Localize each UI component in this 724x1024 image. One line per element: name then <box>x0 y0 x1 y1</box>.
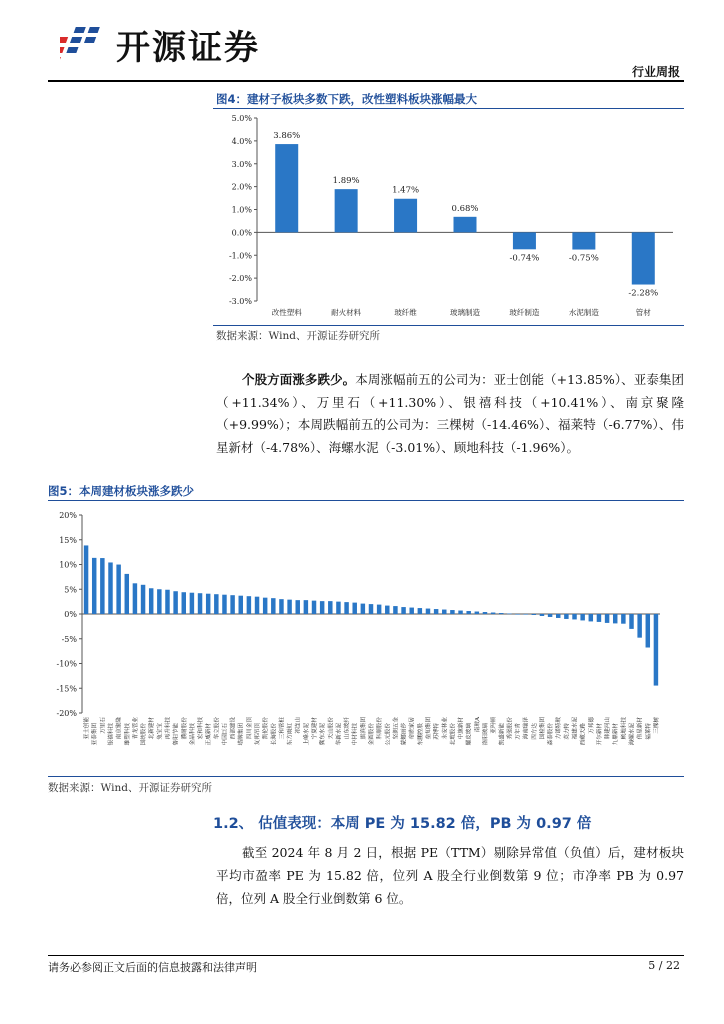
bar <box>513 232 536 249</box>
category-label: 华新水泥 <box>336 723 343 746</box>
category-label: 永安林业 <box>442 717 449 740</box>
category-label: 中材科技 <box>352 723 359 746</box>
figure4-bottom-rule <box>213 325 684 326</box>
category-label: 上峰水泥 <box>303 723 310 746</box>
y-tick-label: -5% <box>61 634 77 644</box>
category-label: 雄塑科技 <box>124 723 131 746</box>
bar <box>556 614 560 618</box>
bar <box>418 608 422 614</box>
y-tick-label: -2.0% <box>228 274 252 284</box>
y-tick-label: 3.0% <box>231 159 252 169</box>
category-label: 宏和科技 <box>198 717 205 740</box>
bar <box>385 606 389 614</box>
category-label: 友邦吊顶 <box>255 723 262 746</box>
bar <box>198 593 202 614</box>
category-label: 南玻A <box>474 717 481 733</box>
category-label: 海南瑞泽 <box>523 717 530 740</box>
bar <box>458 611 462 614</box>
category-label: 金圆股份 <box>369 723 375 746</box>
disclaimer: 请务必参阅正文后面的信息披露和法律声明 <box>48 961 257 974</box>
bar <box>275 144 298 232</box>
figure5-bottom-rule <box>48 776 684 777</box>
category-label: 苏博特 <box>434 723 441 740</box>
category-label: 玻纤维 <box>394 308 417 317</box>
bar <box>239 596 243 614</box>
bar <box>564 614 568 619</box>
y-tick-label: 15% <box>59 535 77 545</box>
y-tick-label: 4.0% <box>231 136 252 146</box>
bar <box>515 614 519 615</box>
category-label: 国检集团 <box>539 717 546 740</box>
figure5-top-rule <box>48 500 684 501</box>
category-label: 九鼎新材 <box>613 723 620 746</box>
bar <box>190 593 194 614</box>
bar <box>230 595 234 614</box>
category-label: 西藏天路 <box>580 723 587 746</box>
bar <box>255 597 259 614</box>
bar <box>637 614 641 638</box>
category-label: 万里石 <box>100 717 107 734</box>
bar <box>523 614 527 615</box>
paragraph-lead: 个股方面涨多跌少。 <box>242 372 356 387</box>
bar <box>116 565 120 614</box>
bar <box>304 600 308 614</box>
bar <box>621 614 625 624</box>
bar <box>100 558 104 614</box>
bar <box>84 545 88 614</box>
stock-performance-paragraph <box>216 369 684 459</box>
bar <box>165 590 169 614</box>
bar <box>483 612 487 614</box>
bar <box>499 613 503 614</box>
bar <box>548 614 552 617</box>
bar <box>434 609 438 614</box>
category-label: 秀强股份 <box>507 717 514 740</box>
figure4-bar-chart <box>213 110 684 325</box>
category-label: 南京聚隆 <box>116 717 123 740</box>
category-label: 科顺股份 <box>377 717 384 740</box>
bar <box>466 611 470 614</box>
category-label: 凯盛新能 <box>499 723 506 746</box>
category-label: 森泰股份 <box>548 723 555 746</box>
bar <box>133 583 137 614</box>
figure4-source: 数据来源：Wind、开源证券研究所 <box>216 330 380 342</box>
data-label: 1.47% <box>392 185 420 196</box>
y-tick-label: 2.0% <box>231 182 252 192</box>
category-label: 万年青 <box>515 723 522 740</box>
category-label: 垒知集团 <box>425 717 432 740</box>
data-label: -0.74% <box>509 253 540 264</box>
category-label: 华立股份 <box>214 717 221 740</box>
valuation-paragraph: 截至 2024 年 8 月 2 日，根据 PE（TTM）剔除异常值（负值）后，建材板块平均市盈率 PE 为 15.82 倍，位列 A 股全行业倒数第 9 位；市净率 PB 为 0.97 倍，位列 A 股全行业倒数第 6 位。 <box>216 845 684 906</box>
bar <box>369 604 373 614</box>
bar <box>279 599 283 614</box>
figure5-bar-chart <box>48 503 684 775</box>
category-label: 帝欧家居 <box>409 717 416 740</box>
bar <box>540 614 544 616</box>
bar <box>149 588 153 614</box>
category-label: 福莱特 <box>645 723 652 740</box>
category-label: 再升科技 <box>165 717 172 740</box>
category-label: 四川金顶 <box>246 717 253 740</box>
bar <box>632 232 655 284</box>
section-title: 1.2、 估值表现：本周 PE 为 15.82 倍，PB 为 0.97 倍 <box>213 816 592 832</box>
bar <box>247 596 251 614</box>
y-tick-label: -10% <box>56 659 77 669</box>
category-label: 福建水泥 <box>572 717 579 740</box>
header-divider <box>48 80 684 82</box>
figure5-title: 图5：本周建材板块涨多跌少 <box>48 484 195 498</box>
category-label: 山东玻纤 <box>344 717 351 740</box>
category-label: 东方雨虹 <box>287 723 294 746</box>
data-label: 1.89% <box>332 176 360 187</box>
bar <box>182 592 186 614</box>
bar <box>605 614 609 623</box>
category-label: 坚朗五金 <box>393 717 400 740</box>
bar <box>141 585 145 614</box>
paragraph-body: 本周涨幅前五的公司为：亚士创能（+13.85%）、亚泰集团（+11.34%）、万里石（+11.30%）、银禧科技（+10.41%）、南京聚隆（+9.99%）；本周跌幅前五的公司为：三棵树（-14.46%）、福莱特（-6.77%）、伟星新材（-4.78%）、海螺水泥（-3.01%）、顾地科技（-1.96%）。 <box>216 372 684 455</box>
category-label: 四方达 <box>531 723 538 740</box>
page-number: 5 / 22 <box>648 959 680 972</box>
category-label: 亚泰集团 <box>92 723 99 746</box>
data-label: -0.75% <box>568 253 599 264</box>
bar <box>572 232 595 249</box>
category-label: 塔牌集团 <box>238 723 245 746</box>
category-label: 冀东水泥 <box>320 723 327 746</box>
bar <box>532 614 536 615</box>
kaiyuan-logo-icon <box>60 21 108 69</box>
category-label: 宁夏建材 <box>312 717 319 740</box>
bar <box>312 601 316 614</box>
category-label: 三棵树 <box>653 717 660 734</box>
y-tick-label: 0.0% <box>231 228 252 238</box>
bar <box>377 605 381 614</box>
category-label: 管材 <box>635 308 651 317</box>
data-label: 3.86% <box>273 131 301 142</box>
bar <box>491 613 495 614</box>
category-label: 鲁阳节能 <box>173 723 180 746</box>
bar <box>335 189 358 232</box>
figure4-title: 图4：建材子板块多数下跌，改性塑料板块涨幅最大 <box>216 92 477 106</box>
category-label: 顾地科技 <box>621 717 628 740</box>
bar <box>320 601 324 614</box>
category-label: 凯伦股份 <box>263 717 270 740</box>
category-label: 洛阳玻璃 <box>482 723 489 746</box>
category-label: 天山股份 <box>328 717 335 740</box>
bar <box>409 608 413 614</box>
category-label: 旗滨集团 <box>360 717 367 740</box>
data-label: 0.68% <box>451 203 479 214</box>
category-label: 北新建材 <box>149 717 156 740</box>
bar <box>589 614 593 621</box>
bar <box>454 217 477 233</box>
bar <box>287 600 291 614</box>
category-label: 耐火材料 <box>331 308 362 317</box>
y-tick-label: -15% <box>56 684 77 694</box>
category-label: 东鹏控股 <box>417 723 424 746</box>
bar <box>629 614 633 629</box>
category-label: 韩建河山 <box>605 717 612 740</box>
bar <box>271 598 275 614</box>
bar <box>361 604 365 614</box>
logo-text: 开源证券 <box>116 28 260 68</box>
category-label: 开尔新材 <box>596 723 603 746</box>
category-label: 公元股份 <box>385 723 392 746</box>
category-label: 正威新材 <box>206 723 213 746</box>
y-tick-label: -20% <box>56 709 77 718</box>
bar <box>328 601 332 614</box>
bar <box>580 614 584 620</box>
bar <box>450 610 454 614</box>
y-tick-label: -3.0% <box>228 297 252 306</box>
bar <box>336 602 340 614</box>
bar <box>613 614 617 623</box>
category-label: 北玻股份 <box>450 723 457 746</box>
category-label: 长海股份 <box>271 723 278 746</box>
bar <box>125 574 129 614</box>
y-tick-label: 5% <box>64 585 77 595</box>
bar <box>475 612 479 614</box>
category-label: 玻纤制造 <box>509 308 540 317</box>
category-label: 国统股份 <box>141 723 148 746</box>
bar <box>295 600 299 614</box>
category-label: 英力特 <box>564 723 571 740</box>
y-tick-label: 1.0% <box>231 205 252 215</box>
bar <box>401 607 405 614</box>
bar <box>646 614 650 648</box>
category-label: 兔宝宝 <box>157 723 164 740</box>
bar <box>108 562 112 614</box>
y-tick-label: -1.0% <box>228 251 252 261</box>
bar <box>263 598 267 614</box>
bar <box>597 614 601 622</box>
category-label: 玻璃制造 <box>450 308 480 317</box>
y-tick-label: 10% <box>59 560 77 570</box>
data-label: -2.28% <box>628 288 659 299</box>
bar <box>206 594 210 614</box>
bar <box>442 610 446 614</box>
category-label: 万邦德 <box>588 717 595 734</box>
figure4-top-rule <box>213 108 684 109</box>
y-tick-label: 5.0% <box>231 114 252 123</box>
category-label: 青龙管业 <box>132 717 139 740</box>
figure5-source: 数据来源：Wind、开源证券研究所 <box>48 782 212 794</box>
category-label: 西部建设 <box>230 717 237 740</box>
category-label: 亚士创能 <box>84 717 91 740</box>
bar <box>507 614 511 615</box>
company-logo <box>60 20 260 69</box>
bar <box>157 589 161 614</box>
bar <box>394 199 417 233</box>
bar <box>214 594 218 614</box>
category-label: 中国巨石 <box>222 723 229 746</box>
bar <box>344 602 348 614</box>
category-label: 海螺水泥 <box>629 723 636 746</box>
category-label: 蒙娜丽莎 <box>401 723 408 746</box>
bar <box>572 614 576 619</box>
report-type: 行业周报 <box>631 65 680 79</box>
bar <box>654 614 658 686</box>
category-label: 亚玛顿 <box>491 717 498 734</box>
category-label: 水泥制造 <box>568 308 599 317</box>
y-tick-label: 0% <box>64 610 77 619</box>
category-label: 祁连山 <box>295 717 302 734</box>
y-tick-label: 20% <box>59 511 77 520</box>
bar <box>393 606 397 614</box>
bar <box>173 591 177 614</box>
category-label: 中旗新材 <box>458 717 465 740</box>
category-label: 改性塑料 <box>271 308 302 317</box>
category-label: 力诺特玻 <box>556 717 563 740</box>
bar <box>222 595 226 614</box>
category-label: 银禧科技 <box>108 723 115 746</box>
footer-divider <box>48 955 684 956</box>
bar <box>352 603 356 614</box>
bar <box>426 609 430 614</box>
category-label: 濮耐股份 <box>181 717 188 740</box>
category-label: 金晶科技 <box>189 723 196 746</box>
category-label: 伟星新材 <box>637 717 644 740</box>
category-label: 三和管桩 <box>279 717 286 740</box>
category-label: 耀皮玻璃 <box>466 723 473 746</box>
bar <box>92 558 96 614</box>
